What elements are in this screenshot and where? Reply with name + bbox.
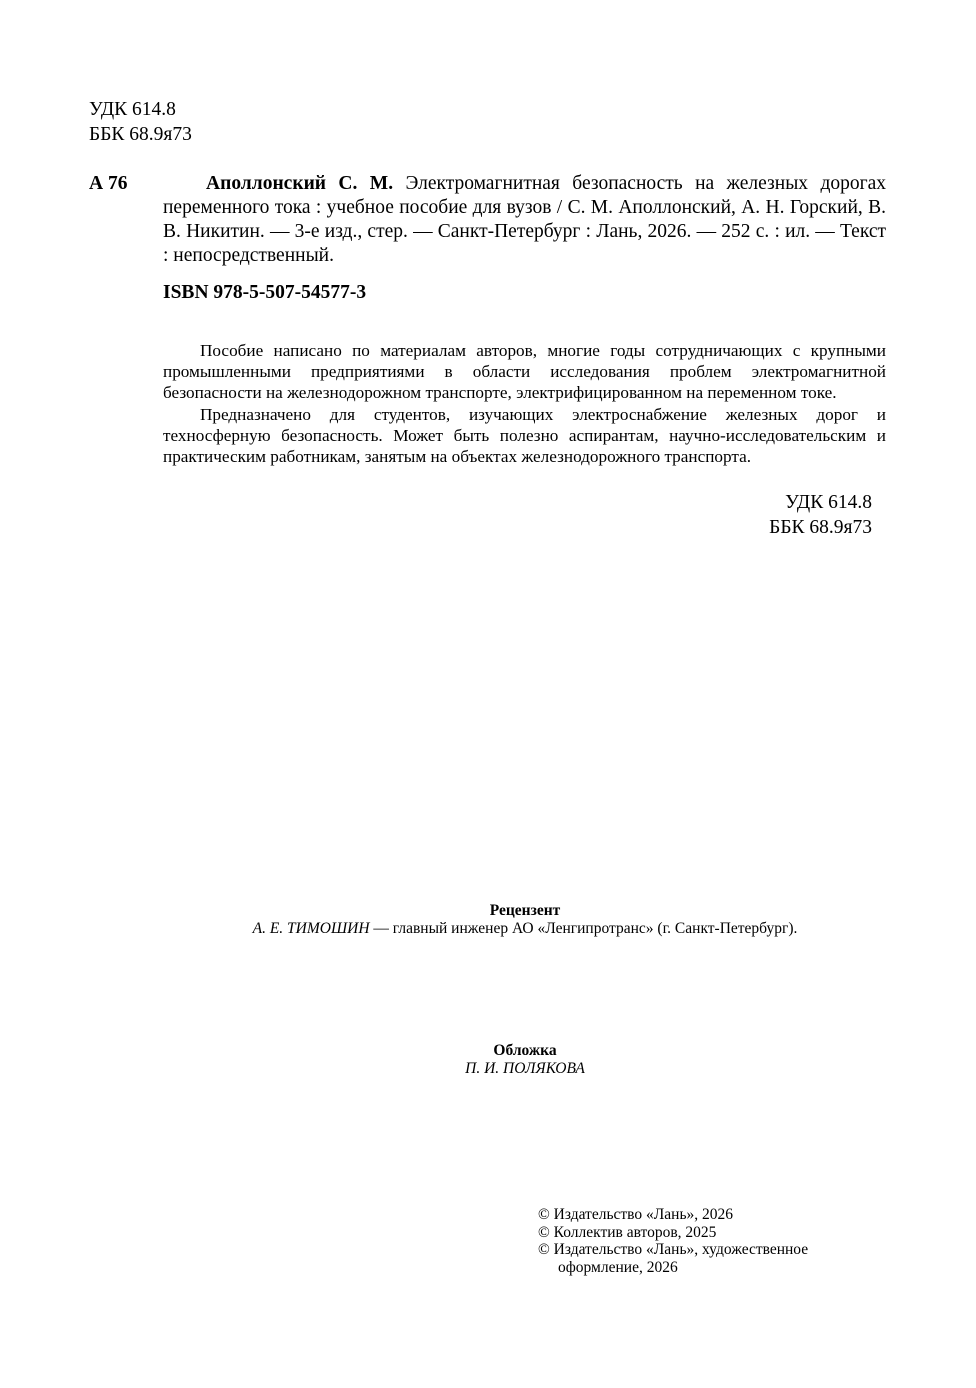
isbn: ISBN 978-5-507-54577-3 xyxy=(163,282,367,303)
annotation-paragraph: Предназначено для студентов, изучающих электроснабжение железных дорог и техносферную безопасность. Может быть полезно аспирантам, научно-исследовательским и практическим работникам, занятым на объектах железнодорожного транспорта. xyxy=(163,404,886,467)
copyright-line: © Издательство «Лань», художественное xyxy=(538,1241,809,1258)
cover-heading: Обложка xyxy=(493,1042,557,1059)
bibliographic-description: Электромагнитная безопасность на железных дорогах переменного тока : учебное пособие для вузов / С. М. Аполлонский, А. Н. Горский, В. В. Никитин. — 3-е изд., стер. — Санкт-Петербург : Лань, 2026. — 252 с. : ил. — Текст : непосредственный. xyxy=(163,173,887,266)
classification-bottom xyxy=(769,490,872,540)
catalog-code: А 76 xyxy=(89,173,128,194)
annotation-paragraph: Пособие написано по материалам авторов, многие годы сотрудничающих с крупными промышленными предприятиями в области исследования проблем электромагнитной безопасности на железнодорожном транспорте, электрифицированном на переменном токе. xyxy=(163,341,886,403)
udk-code: УДК 614.8 xyxy=(89,99,176,120)
copyright-line: © Издательство «Лань», 2026 xyxy=(538,1206,734,1223)
bbk-code: ББК 68.9я73 xyxy=(769,517,872,538)
copyright-block xyxy=(538,1206,808,1276)
reviewer-description: — главный инженер АО «Ленгипротранс» (г. Санкт-Петербург). xyxy=(369,920,798,937)
udk-code: УДК 614.8 xyxy=(785,492,872,513)
bibliographic-record xyxy=(163,172,886,268)
bbk-code: ББК 68.9я73 xyxy=(89,124,192,145)
annotation xyxy=(163,340,886,467)
author-heading: Аполлонский С. М. xyxy=(206,173,394,194)
classification-top xyxy=(89,97,192,147)
copyright-line: © Коллектив авторов, 2025 xyxy=(538,1223,717,1241)
copyright-line: оформление, 2026 xyxy=(558,1258,678,1276)
reviewer-name: А. Е. ТИМОШИН xyxy=(252,920,370,937)
reviewer-heading: Рецензент xyxy=(489,902,561,919)
reviewer-line xyxy=(0,919,976,939)
cover-artist: П. И. ПОЛЯКОВА xyxy=(465,1060,585,1077)
